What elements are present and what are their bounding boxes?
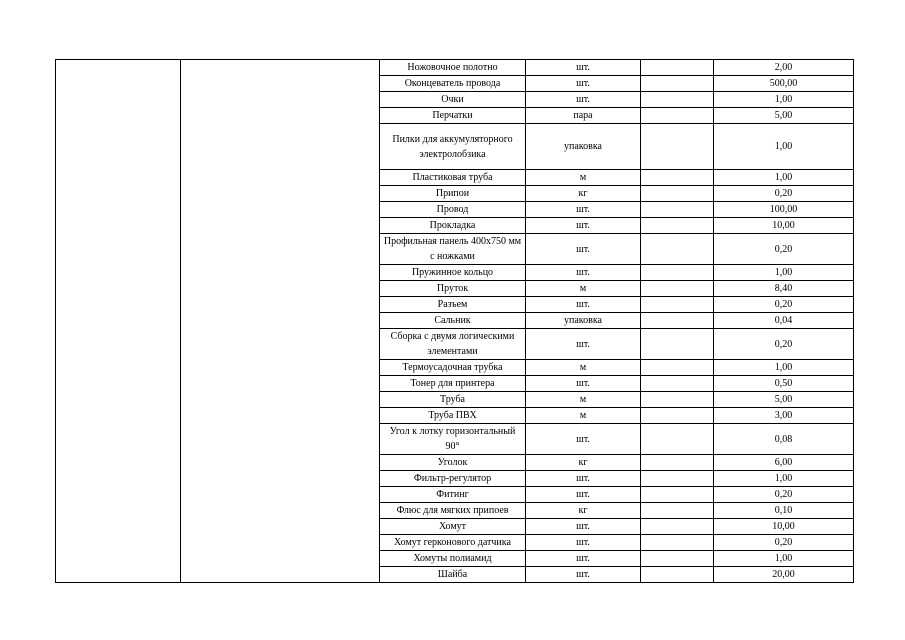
unit-cell: м [526,392,641,408]
empty-cell [641,76,714,92]
empty-cell [641,551,714,567]
item-name-cell: Сальник [380,313,526,329]
empty-cell [641,313,714,329]
item-name-cell: Фитинг [380,487,526,503]
item-name-cell: Перчатки [380,108,526,124]
empty-cell [641,297,714,313]
item-name-cell: Уголок [380,455,526,471]
item-name-cell: Припои [380,186,526,202]
empty-cell [641,281,714,297]
unit-cell: шт. [526,535,641,551]
empty-cell [641,455,714,471]
empty-cell [641,265,714,281]
item-name-cell: Пруток [380,281,526,297]
unit-cell: шт. [526,329,641,360]
quantity-cell: 10,00 [714,218,854,234]
item-name-cell: Очки [380,92,526,108]
empty-cell [641,503,714,519]
quantity-cell: 0,20 [714,234,854,265]
empty-cell [641,170,714,186]
unit-cell: шт. [526,234,641,265]
item-name-cell: Пружинное кольцо [380,265,526,281]
unit-cell: упаковка [526,313,641,329]
unit-cell: кг [526,186,641,202]
quantity-cell: 0,08 [714,424,854,455]
quantity-cell: 5,00 [714,392,854,408]
item-name-cell: Хомуты полиамид [380,551,526,567]
unit-cell: шт. [526,376,641,392]
empty-cell [641,487,714,503]
empty-description-cell [181,60,380,583]
empty-cell [641,202,714,218]
empty-cell [641,92,714,108]
quantity-cell: 1,00 [714,360,854,376]
item-name-cell: Труба ПВХ [380,408,526,424]
unit-cell: шт. [526,487,641,503]
empty-cell [641,392,714,408]
item-name-cell: Оконцеватель провода [380,76,526,92]
quantity-cell: 1,00 [714,265,854,281]
quantity-cell: 0,20 [714,487,854,503]
quantity-cell: 5,00 [714,108,854,124]
quantity-cell: 1,00 [714,92,854,108]
unit-cell: шт. [526,424,641,455]
quantity-cell: 0,50 [714,376,854,392]
empty-cell [641,471,714,487]
item-name-cell: Пластиковая труба [380,170,526,186]
unit-cell: шт. [526,92,641,108]
empty-cell [641,218,714,234]
quantity-cell: 8,40 [714,281,854,297]
empty-cell [641,535,714,551]
quantity-cell: 10,00 [714,519,854,535]
unit-cell: кг [526,455,641,471]
empty-section-cell [56,60,181,583]
quantity-cell: 0,20 [714,329,854,360]
unit-cell: м [526,360,641,376]
unit-cell: шт. [526,76,641,92]
quantity-cell: 6,00 [714,455,854,471]
item-name-cell: Тонер для принтера [380,376,526,392]
quantity-cell: 0,20 [714,186,854,202]
unit-cell: шт. [526,471,641,487]
unit-cell: упаковка [526,124,641,170]
unit-cell: шт. [526,202,641,218]
item-name-cell: Прокладка [380,218,526,234]
empty-cell [641,376,714,392]
unit-cell: м [526,281,641,297]
item-name-cell: Сборка с двумя логическими элементами [380,329,526,360]
quantity-cell: 2,00 [714,60,854,76]
empty-cell [641,186,714,202]
item-name-cell: Пилки для аккумуляторного электролобзика [380,124,526,170]
empty-cell [641,519,714,535]
quantity-cell: 1,00 [714,170,854,186]
empty-cell [641,408,714,424]
item-name-cell: Хомут [380,519,526,535]
quantity-cell: 0,04 [714,313,854,329]
item-name-cell: Профильная панель 400х750 мм с ножками [380,234,526,265]
quantity-cell: 0,20 [714,297,854,313]
item-name-cell: Провод [380,202,526,218]
empty-cell [641,424,714,455]
table-row [56,60,854,76]
empty-cell [641,329,714,360]
empty-cell [641,124,714,170]
item-name-cell: Разъем [380,297,526,313]
item-name-cell: Термоусадочная трубка [380,360,526,376]
unit-cell: шт. [526,519,641,535]
item-name-cell: Ножовочное полотно [380,60,526,76]
item-name-cell: Угол к лотку горизонтальный 90° [380,424,526,455]
quantity-cell: 0,10 [714,503,854,519]
unit-cell: шт. [526,551,641,567]
empty-cell [641,108,714,124]
unit-cell: пара [526,108,641,124]
item-name-cell: Флюс для мягких припоев [380,503,526,519]
item-name-cell: Фильтр-регулятор [380,471,526,487]
quantity-cell: 100,00 [714,202,854,218]
materials-table-body [56,60,854,583]
unit-cell: кг [526,503,641,519]
quantity-cell: 1,00 [714,551,854,567]
unit-cell: шт. [526,265,641,281]
empty-cell [641,567,714,583]
unit-cell: м [526,408,641,424]
empty-cell [641,60,714,76]
materials-table [55,59,854,583]
quantity-cell: 3,00 [714,408,854,424]
unit-cell: шт. [526,297,641,313]
quantity-cell: 0,20 [714,535,854,551]
quantity-cell: 500,00 [714,76,854,92]
item-name-cell: Хомут герконового датчика [380,535,526,551]
unit-cell: шт. [526,60,641,76]
quantity-cell: 1,00 [714,471,854,487]
item-name-cell: Труба [380,392,526,408]
unit-cell: шт. [526,218,641,234]
quantity-cell: 20,00 [714,567,854,583]
empty-cell [641,234,714,265]
item-name-cell: Шайба [380,567,526,583]
empty-cell [641,360,714,376]
unit-cell: м [526,170,641,186]
unit-cell: шт. [526,567,641,583]
quantity-cell: 1,00 [714,124,854,170]
